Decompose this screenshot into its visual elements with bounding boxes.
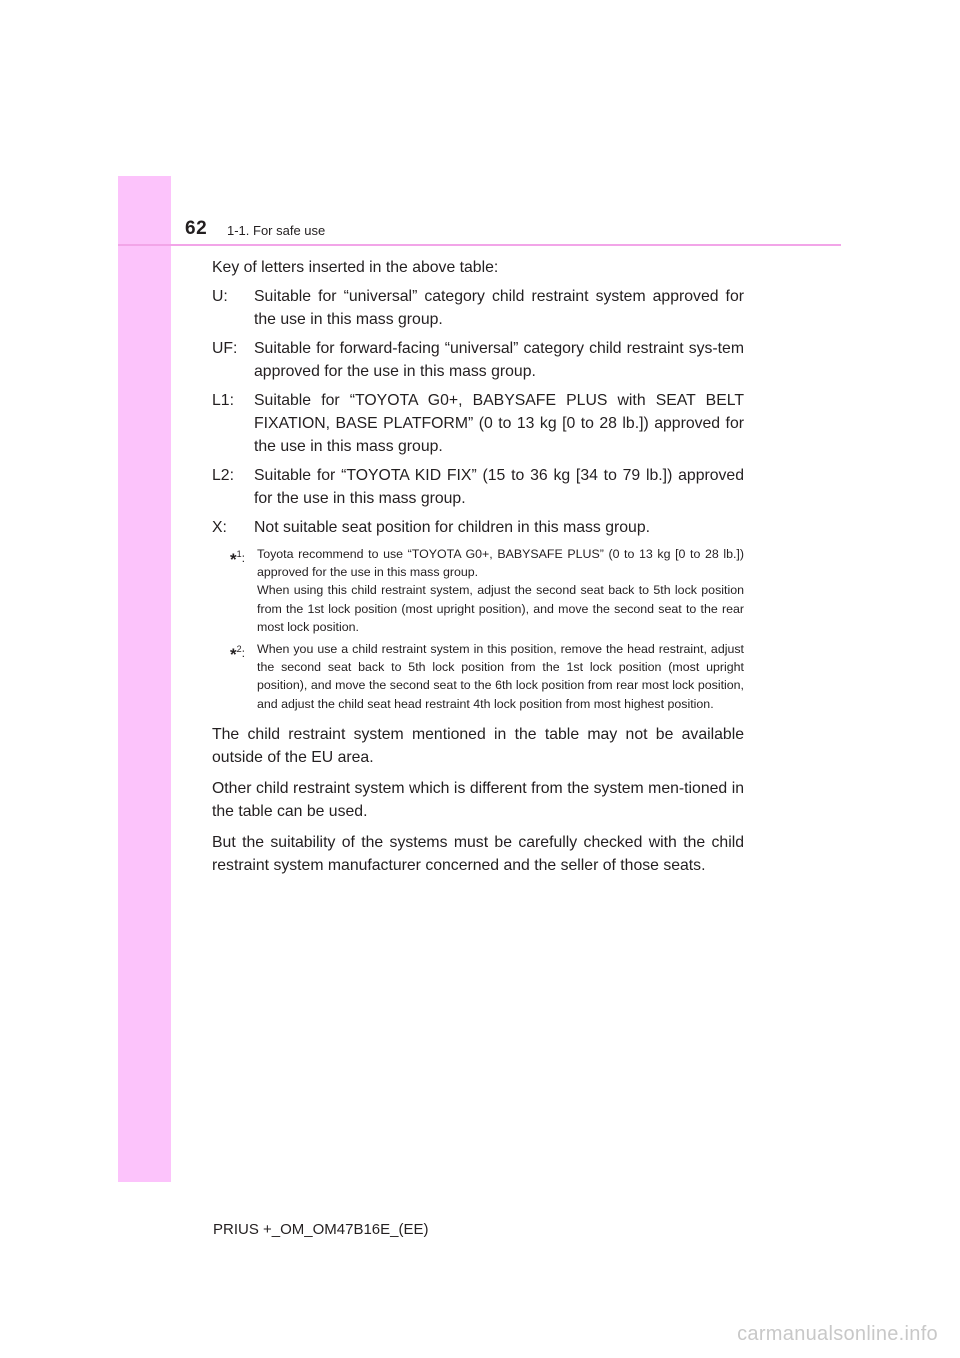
key-item-uf	[212, 337, 744, 383]
header-divider	[118, 244, 841, 246]
watermark: carmanualsonline.info	[737, 1323, 938, 1345]
key-title: Key of letters inserted in the above table:	[212, 259, 499, 276]
key-term: L1:	[212, 392, 234, 409]
footnote-text: When you use a child restraint system in this position, remove the head restraint, adjust the second seat back to 5th lock position from the 1st lock position (most upright position), and move the second seat to the 6th lock position from rear most lock position, and adjust the child seat head restraint 4th lock position from most highest position.	[257, 642, 744, 711]
page-content	[212, 256, 744, 885]
footnote-1	[212, 545, 744, 636]
footnote-text: Toyota recommend to use “TOYOTA G0+, BABYSAFE PLUS” (0 to 13 kg [0 to 28 lb.]) approved for the use in this mass group.	[257, 547, 744, 580]
key-term: U:	[212, 288, 228, 305]
key-definition: Suitable for “universal” category child restraint system approved for the use in this mass group.	[254, 288, 744, 328]
document-code: PRIUS +_OM_OM47B16E_(EE)	[213, 1221, 429, 1238]
key-item-x	[212, 516, 744, 539]
key-item-l1	[212, 389, 744, 458]
key-term: L2:	[212, 467, 234, 484]
key-definition: Not suitable seat position for children in this mass group.	[254, 519, 651, 536]
footnote-marker: *$^2$:	[230, 644, 246, 665]
page-number: 62	[185, 218, 208, 239]
body-paragraph: The child restraint system mentioned in the table may not be available outside of the EU area.	[212, 725, 744, 766]
footnote-2	[212, 640, 744, 713]
key-item-l2	[212, 464, 744, 510]
key-term: UF:	[212, 340, 238, 357]
key-definition: Suitable for “TOYOTA KID FIX” (15 to 36 kg [34 to 79 lb.]) approved for the use in this mass group.	[254, 467, 744, 507]
footnotes	[212, 545, 744, 713]
footnote-marker: *$^1$:	[230, 549, 246, 569]
key-item-u	[212, 285, 744, 331]
footnote-text: When using this child restraint system, adjust the second seat back to 5th lock position from the 1st lock position (most upright position), and move the second seat to the rear most lock position.	[257, 583, 744, 634]
key-definition: Suitable for “TOYOTA G0+, BABYSAFE PLUS with SEAT BELT FIXATION, BASE PLATFORM” (0 to 13 kg [0 to 28 lb.]) approved for the use in this mass group.	[254, 392, 744, 455]
key-definition: Suitable for forward-facing “universal” category child restraint sys-tem approved for the use in this mass group.	[254, 340, 744, 380]
section-title: 1-1. For safe use	[227, 223, 326, 238]
body-paragraph: Other child restraint system which is different from the system men-tioned in the table can be used.	[212, 779, 744, 820]
body-paragraph: But the suitability of the systems must be carefully checked with the child restraint system manufacturer concerned and the seller of those seats.	[212, 833, 744, 874]
key-term: X:	[212, 519, 227, 536]
side-tab-bar	[118, 176, 171, 1182]
